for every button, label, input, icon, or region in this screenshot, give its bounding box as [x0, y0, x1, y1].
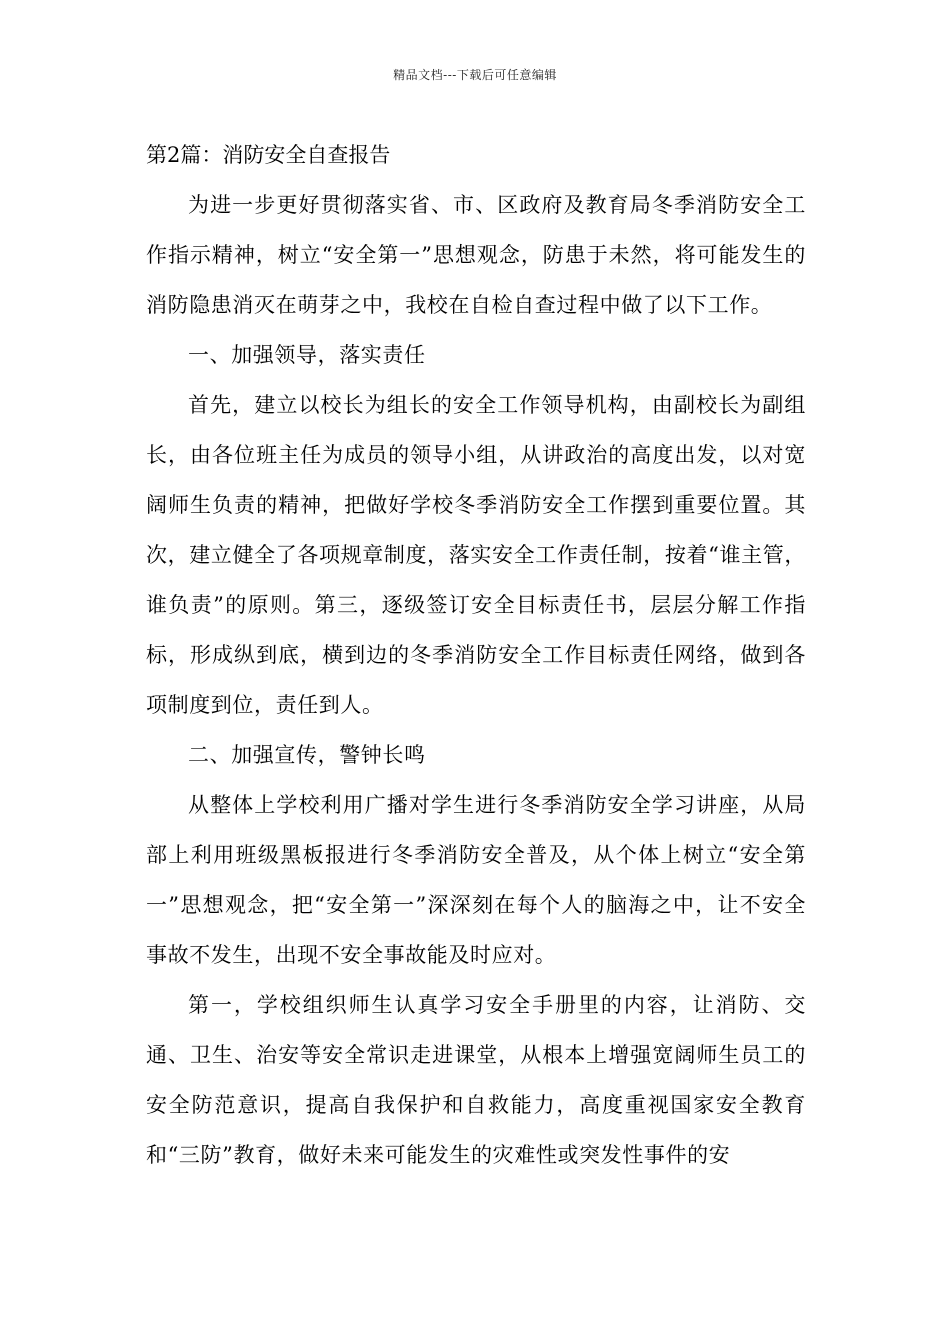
paragraph-intro: 为进一步更好贯彻落实省、市、区政府及教育局冬季消防安全工作指示精神，树立“安全第一”思想观念，防患于未然，将可能发生的消防隐患消灭在萌芽之中，我校在自检自查过程中做了以下工作。 [146, 193, 806, 317]
document-title: 第2篇：消防安全自查报告 [146, 143, 391, 167]
section-heading-2: 二、加强宣传，警钟长鸣 [188, 743, 426, 767]
paragraph-section-1: 首先，建立以校长为组长的安全工作领导机构，由副校长为副组长，由各位班主任为成员的领导小组，从讲政治的高度出发，以对宽阔师生负责的精神，把做好学校冬季消防安全工作摆到重要位置。其次，建立健全了各项规章制度，落实安全工作责任制，按着“谁主管，谁负责”的原则。第三，逐级签订安全目标责任书，层层分解工作指标，形成纵到底，横到边的冬季消防安全工作目标责任网络，做到各项制度到位，责任到人。 [146, 393, 806, 717]
document-body [146, 130, 806, 1180]
page-header: 精品文档---下载后可任意编辑 [393, 68, 557, 82]
paragraph-first-point: 第一，学校组织师生认真学习安全手册里的内容，让消防、交通、卫生、治安等安全常识走进课堂，从根本上增强宽阔师生员工的安全防范意识，提高自我保护和自救能力，高度重视国家安全教育和“三防”教育，做好未来可能发生的灾难性或突发性事件的安 [146, 993, 806, 1167]
paragraph-section-2: 从整体上学校利用广播对学生进行冬季消防安全学习讲座，从局部上利用班级黑板报进行冬季消防安全普及，从个体上树立“安全第一”思想观念，把“安全第一”深深刻在每个人的脑海之中，让不安全事故不发生，出现不安全事故能及时应对。 [146, 793, 806, 967]
section-heading-1: 一、加强领导，落实责任 [188, 343, 426, 367]
